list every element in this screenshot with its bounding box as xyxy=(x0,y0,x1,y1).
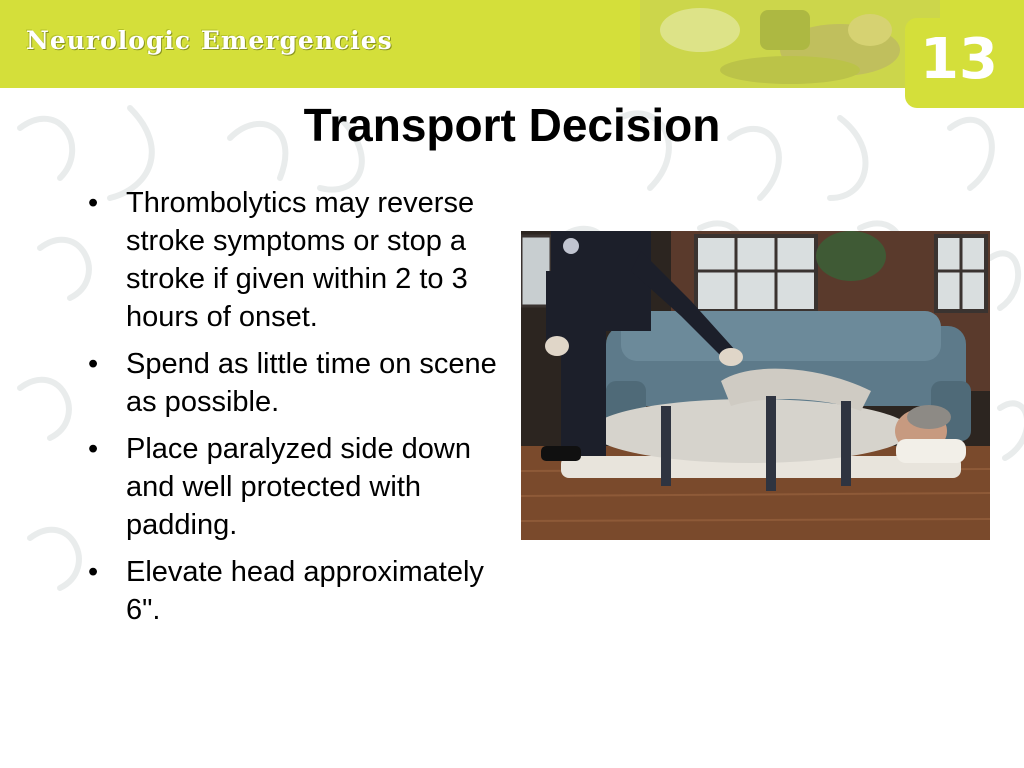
chapter-title: Neurologic Emergencies xyxy=(26,26,393,55)
bullet-text: Elevate head approximately 6". xyxy=(126,556,484,626)
bullet-item xyxy=(84,430,514,544)
chapter-number: 13 xyxy=(920,27,998,92)
slide-title: Transport Decision xyxy=(303,99,721,151)
bullet-item xyxy=(84,553,514,629)
bullet-text: Spend as little time on scene as possible. xyxy=(126,348,497,418)
bullet-text: Place paralyzed side down and well protected with padding. xyxy=(126,433,471,541)
bullet-list xyxy=(84,184,514,638)
bullet-dot-icon: • xyxy=(88,433,99,465)
header-band xyxy=(0,0,1024,88)
bullet-dot-icon: • xyxy=(88,556,99,588)
bullet-item xyxy=(84,345,514,421)
bullet-dot-icon: • xyxy=(88,348,99,380)
patient-transport-photo xyxy=(521,231,990,540)
header-photo xyxy=(640,0,940,88)
chapter-badge xyxy=(905,18,1024,108)
bullet-item xyxy=(84,184,514,336)
bullet-dot-icon: • xyxy=(88,187,99,219)
bullet-text: Thrombolytics may reverse stroke symptoms or stop a stroke if given within 2 to 3 hours of onset. xyxy=(126,187,475,333)
